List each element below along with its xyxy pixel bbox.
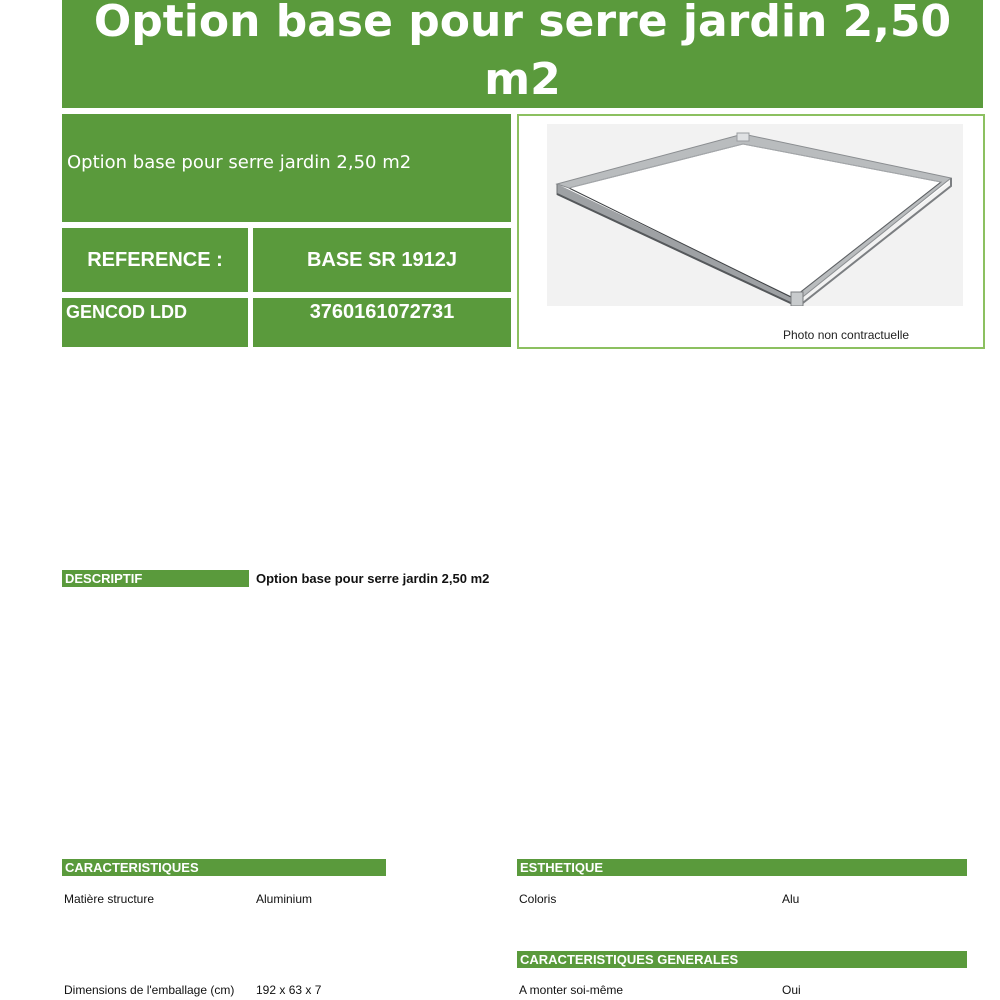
descriptif-header: [62, 570, 249, 587]
esthetique-label: ESTHETIQUE: [520, 860, 604, 875]
gencod-label: GENCOD LDD: [66, 302, 187, 322]
reference-label-cell: [62, 228, 248, 292]
page-title: Option base pour serre jardin 2,50 m2: [93, 0, 952, 105]
product-subtitle-box: [62, 114, 511, 222]
descriptif-text: Option base pour serre jardin 2,50 m2: [256, 571, 490, 586]
caracteristiques-label: CARACTERISTIQUES: [65, 860, 199, 875]
greenhouse-base-frame-image: [547, 124, 963, 306]
reference-value-cell: [253, 228, 511, 292]
spec-label-structure: Matière structure: [64, 892, 155, 906]
spec-value-coloris: Alu: [782, 892, 800, 906]
gencod-value: 3760161072731: [309, 301, 455, 323]
reference-label: REFERENCE :: [87, 248, 223, 271]
photo-caption: Photo non contractuelle: [783, 328, 910, 342]
product-subtitle: Option base pour serre jardin 2,50 m2: [67, 151, 412, 173]
esthetique-header: [517, 859, 967, 876]
spec-value-dimensions: 192 x 63 x 7: [256, 983, 322, 997]
reference-value: BASE SR 1912J: [306, 248, 458, 271]
product-photo: [547, 124, 963, 306]
caracteristiques-generales-label: CARACTERISTIQUES GENERALES: [520, 952, 739, 967]
spec-value-structure: Aluminium: [256, 892, 313, 906]
caracteristiques-header: [62, 859, 386, 876]
product-photo-box: [517, 114, 985, 349]
product-title-banner: [62, 0, 983, 108]
spec-label-coloris: Coloris: [519, 892, 557, 906]
spec-label-dimensions: Dimensions de l'emballage (cm): [64, 983, 235, 997]
caracteristiques-generales-header: [517, 951, 967, 968]
spec-value-montage: Oui: [782, 983, 801, 997]
descriptif-label: DESCRIPTIF: [65, 571, 143, 586]
gencod-label-cell: [62, 298, 248, 347]
gencod-value-cell: [253, 298, 511, 347]
spec-label-montage: A monter soi-même: [519, 983, 624, 997]
